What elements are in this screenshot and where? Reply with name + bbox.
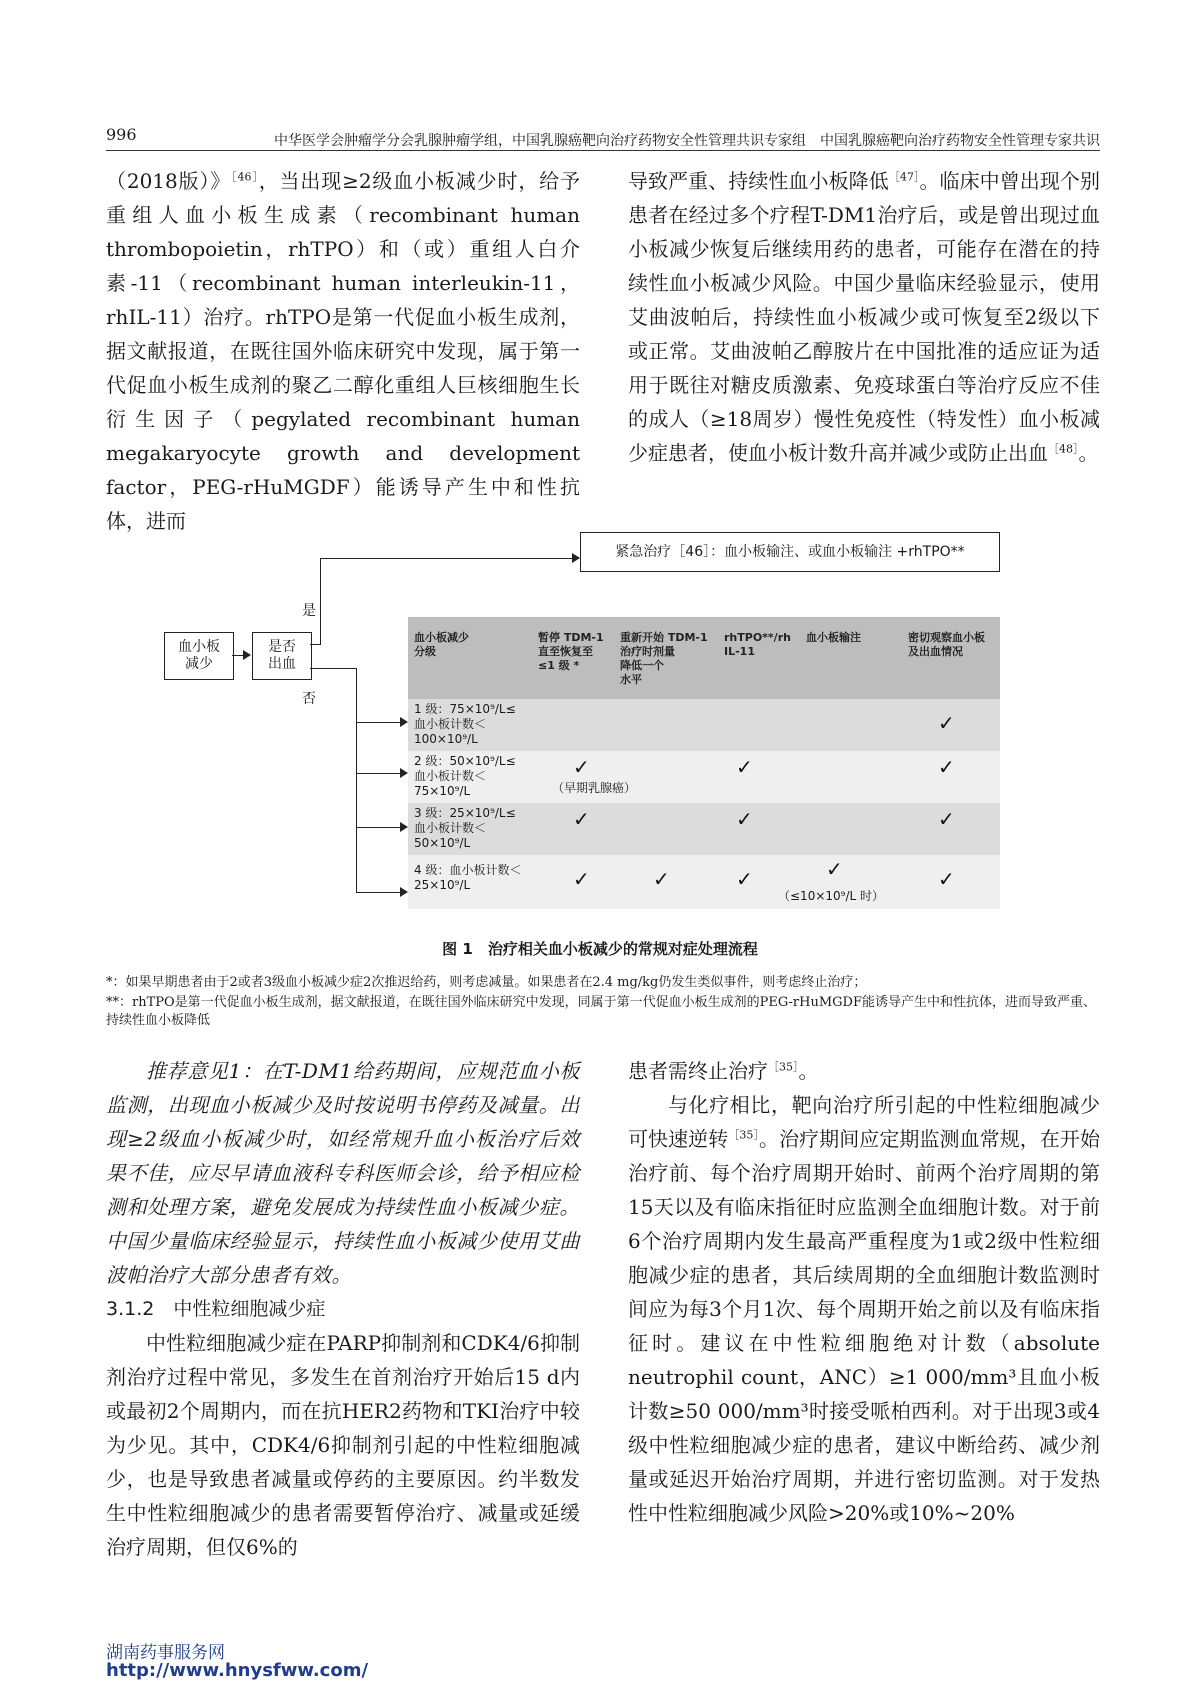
check-icon: ✓ [938, 711, 955, 735]
check-icon: ✓ [573, 867, 590, 891]
table-row [408, 855, 1000, 909]
yes-label: 是 [302, 603, 316, 619]
header-divider [106, 150, 1100, 151]
no-label: 否 [302, 691, 316, 707]
check-icon: ✓ [736, 807, 753, 831]
figure-note: *：如果早期患者由于2或者3级血小板减少症2次推迟给药，则考虑减量。如果患者在2.4 mg/kg仍发生类似事件，则考虑终止治疗； [106, 975, 867, 990]
urgent-treatment-box: 紧急治疗［46］：血小板输注、或血小板输注 +rhTPO** [580, 532, 1000, 572]
figure-note: **：rhTPO是第一代促血小板生成剂，据文献报道，在既往国外临床研究中发现，同属于第一代促血小板生成剂的PEG-rHuMGDF能诱导产生中和性抗体，进而导致严重、持续性血小板降低 [106, 995, 1096, 1028]
running-title: 中华医学会肿瘤学分会乳腺肿瘤学组，中国乳腺癌靶向治疗药物安全性管理共识专家组 中国乳腺癌靶向治疗药物安全性管理专家共识 [274, 133, 1100, 149]
arrow-head [243, 650, 251, 660]
table-row [408, 803, 1000, 855]
citation: ［35］ [768, 1060, 799, 1074]
top-right-column [628, 164, 1100, 470]
connector-line [356, 722, 400, 723]
arrow-head [572, 553, 580, 563]
check-icon: ✓ [573, 755, 590, 779]
arrow-head [400, 887, 408, 897]
grade-2-label: 2 级：50×10⁹/L≤ 血小板计数＜ 75×10⁹/L [414, 754, 516, 798]
connector-line [310, 644, 320, 645]
arrow-head [400, 768, 408, 778]
early-breast-cancer-note: （早期乳腺癌） [552, 781, 637, 795]
body-text: （2018版）》 [106, 169, 232, 193]
figure-caption: 图 1 治疗相关血小板减少的常规对症处理流程 [442, 940, 758, 958]
arrow-head [400, 717, 408, 727]
grade-3-label: 3 级：25×10⁹/L≤ 血小板计数＜ 50×10⁹/L [414, 806, 516, 850]
body-text: 。临床中曾出现个别患者在经过多个疗程T-DM1治疗后，或是曾出现过血小板减少恢复后继续用药的患者，可能存在潜在的持续性血小板减少风险。中国少量临床经验显示，使用艾曲波帕后，持续性血小板减少或可恢复至2级以下或正常。艾曲波帕乙醇胺片在中国批准的适应证为适用于既往对糖皮质激素、免疫球蛋白等治疗反应不佳的成人（≥18周岁）慢性免疫性（特发性）血小板减少症患者，使血小板计数升高并减少或防止出血 [628, 169, 1100, 465]
check-icon: ✓ [938, 807, 955, 831]
citation: ［35］ [728, 1128, 759, 1142]
connector-line [356, 668, 357, 893]
arrow-head [400, 822, 408, 832]
body-text: 患者需终止治疗 [628, 1059, 768, 1083]
footer-url-link[interactable]: http://www.hnysfww.com/ [106, 1660, 369, 1681]
table-row [408, 751, 1000, 803]
bottom-left-column [106, 1054, 580, 1564]
threshold-note: （≤10×10⁹/L 时） [778, 889, 885, 903]
citation: ［46］ [231, 170, 259, 184]
connector-line [310, 668, 356, 669]
connector-line [320, 558, 572, 559]
grade-1-label: 1 级：75×10⁹/L≤ 血小板计数＜ 100×10⁹/L [414, 702, 516, 746]
body-text: 与化疗相比，靶向治疗所引起的中性粒细胞减少可快速逆转 [628, 1093, 1100, 1151]
connector-line [356, 773, 400, 774]
header-grade: 血小板减少 分级 [414, 631, 469, 658]
table-header-row [408, 617, 1000, 699]
bleeding-check-box: 是否 出血 [252, 632, 312, 680]
thrombocytopenia-box: 血小板 减少 [164, 632, 234, 680]
body-text: 导致严重、持续性血小板降低 [628, 169, 889, 193]
check-icon: ✓ [826, 857, 843, 881]
check-icon: ✓ [938, 867, 955, 891]
page-number: 996 [106, 125, 137, 144]
body-text: 。 [798, 1059, 819, 1083]
header-pause: 暂停 TDM-1 直至恢复至 ≤1 级 * [538, 631, 604, 672]
header-reduce: 重新开始 TDM-1 治疗时剂量 降低一个 水平 [620, 631, 708, 686]
connector-line [356, 892, 400, 893]
body-text: 。治疗期间应定期监测血常规，在开始治疗前、每个治疗周期开始时、前两个治疗周期的第15天以及有临床指征时应监测全血细胞计数。对于前6个治疗周期内发生最高严重程度为1或2级中性粒细胞减少症的患者，其后续周期的全血细胞计数监测时间应为每3个月1次、每个周期开始之前以及有临床指征时。建议在中性粒细胞绝对计数（absolute neutrophil count，ANC）≥1 000/mm³且血小板计数≥50 000/mm³时接受哌柏西利。对于出现3或4级中性粒细胞减少症的患者，建议中断给药、减少剂量或延迟开始治疗周期，并进行密切监测。对于发热性中性粒细胞减少风险>20%或10%~20% [628, 1127, 1100, 1525]
citation: ［47］ [888, 170, 920, 184]
check-icon: ✓ [736, 755, 753, 779]
footer-site-name: 湖南药事服务网 [106, 1643, 225, 1663]
check-icon: ✓ [653, 867, 670, 891]
check-icon: ✓ [938, 755, 955, 779]
connector-line [356, 827, 400, 828]
body-text: 中性粒细胞减少症在PARP抑制剂和CDK4/6抑制剂治疗过程中常见，多发生在首剂治疗开始后15 d内或最初2个周期内，而在抗HER2药物和TKI治疗中较为少见。其中，CDK4/6抑制剂引起的中性粒细胞减少，也是导致患者减量或停药的主要原因。约半数发生中性粒细胞减少的患者需要暂停治疗、减量或延缓治疗周期，但仅6%的 [106, 1331, 580, 1559]
check-icon: ✓ [573, 807, 590, 831]
bottom-right-column [628, 1054, 1100, 1530]
grade-4-label: 4 级：血小板计数＜ 25×10⁹/L [414, 863, 522, 892]
header-observe: 密切观察血小板 及出血情况 [908, 631, 985, 658]
section-heading: 3.1.2 中性粒细胞减少症 [106, 1298, 326, 1320]
recommendation-text: 推荐意见1：在T-DM1给药期间，应规范血小板监测，出现血小板减少及时按说明书停药及减量。出现≥2级血小板减少时，如经常规升血小板治疗后效果不佳，应尽早请血液科专科医师会诊，给予相应检测和处理方案，避免发展成为持续性血小板减少症。中国少量临床经验显示，持续性血小板减少使用艾曲波帕治疗大部分患者有效。 [106, 1059, 580, 1287]
citation: ［48］ [1048, 442, 1079, 456]
header-rhtpo: rhTPO**/rh IL-11 [724, 631, 791, 658]
connector-line [320, 558, 321, 645]
check-icon: ✓ [736, 867, 753, 891]
table-row [408, 699, 1000, 751]
body-text: ，当出现≥2级血小板减少时，给予重组人血小板生成素（recombinant human thrombopoietin，rhTPO）和（或）重组人白介素-11（recombinant human interleukin-11，rhIL-11）治疗。rhTPO是第一代促血小板生成剂，据文献报道，在既往国外临床研究中发现，属于第一代促血小板生成剂的聚乙二醇化重组人巨核细胞生长衍生因子（pegylated recombinant human megakaryocyte growth and development factor，PEG-rHuMGDF）能诱导产生中和性抗体，进而 [106, 169, 581, 533]
top-left-column [106, 164, 580, 538]
body-text: 。 [1078, 441, 1099, 465]
header-transfusion: 血小板输注 [806, 631, 861, 644]
